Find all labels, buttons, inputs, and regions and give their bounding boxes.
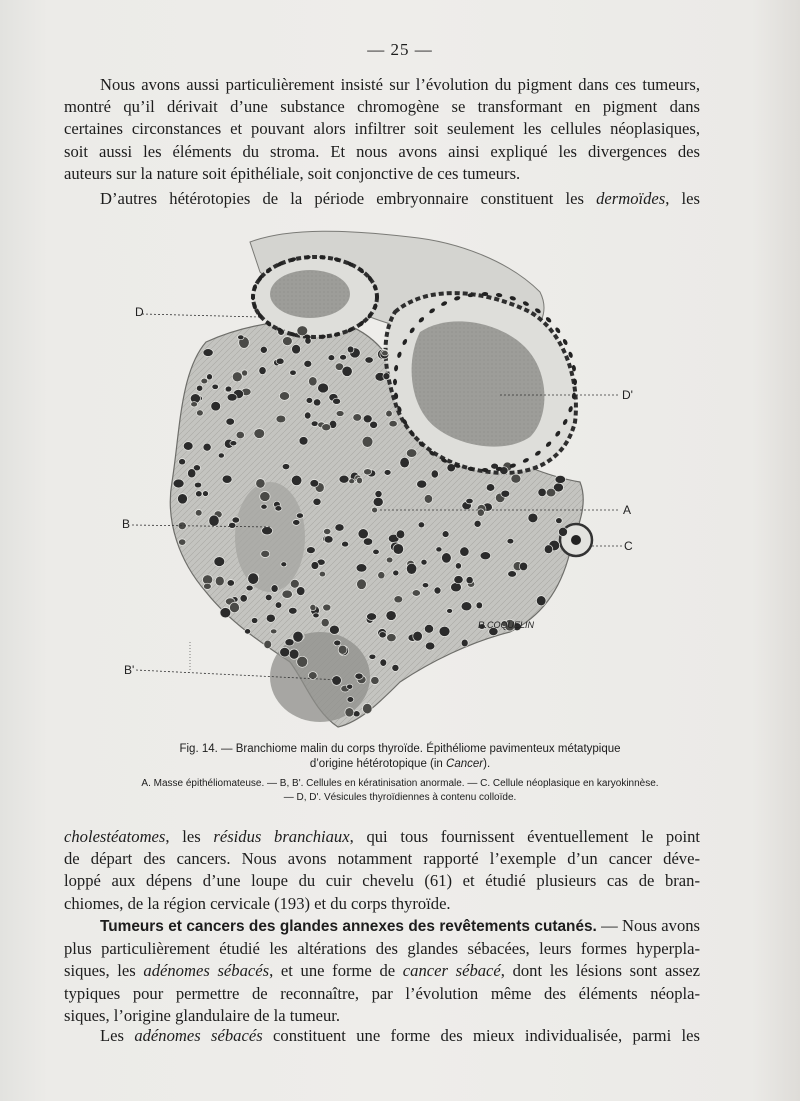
cell-nucleus (207, 374, 213, 380)
cell-nucleus (262, 527, 273, 535)
cell-nucleus (188, 469, 196, 478)
cell-nucleus (461, 639, 468, 647)
text-line: soit aussi les éléments du stroma. Et nous avons ainsi expliqué les divergences des (64, 141, 700, 161)
cell-nucleus (328, 355, 335, 361)
cell-nucleus (275, 602, 282, 609)
cell-nucleus (304, 360, 312, 367)
cell-nucleus (536, 596, 546, 606)
cell-nucleus (507, 538, 514, 544)
cell-nucleus (290, 579, 299, 588)
cell-nucleus (546, 488, 556, 497)
cell-nucleus (178, 494, 188, 504)
cell-nucleus (333, 398, 341, 404)
caption-line: Fig. 14. — Branchiome malin du corps thyroïde. Épithéliome pavimenteux métatypique (179, 743, 621, 755)
cell-nucleus (276, 415, 286, 423)
cell-nucleus (332, 676, 342, 686)
cell-nucleus (299, 437, 308, 446)
cell-nucleus (261, 550, 270, 557)
cell-nucleus (373, 497, 383, 506)
cell-nucleus (519, 562, 527, 571)
cell-nucleus (324, 536, 333, 543)
cell-nucleus (442, 553, 452, 563)
cell-nucleus (466, 576, 473, 583)
cell-nucleus (324, 528, 331, 534)
cell-nucleus (195, 510, 202, 517)
cell-nucleus (290, 370, 297, 375)
cell-nucleus (293, 631, 303, 642)
cell-nucleus (319, 571, 325, 577)
cell-nucleus (369, 654, 376, 659)
cell-nucleus (194, 482, 201, 488)
paragraph-pigment (64, 74, 700, 185)
cell-nucleus (254, 429, 265, 439)
cell-nucleus (373, 549, 380, 554)
cell-nucleus (285, 639, 294, 646)
cell-nucleus (358, 529, 368, 539)
cell-nucleus (355, 673, 363, 679)
cell-nucleus (265, 594, 272, 600)
text-line: siques, les adénomes sébacés, et une forme de cancer sébacé, dont les lésions sont assez (64, 961, 700, 981)
cell-nucleus (291, 475, 302, 485)
cell-nucleus (406, 563, 416, 574)
term-dermoides: dermoïdes (596, 189, 666, 208)
cell-nucleus (425, 642, 435, 650)
cell-nucleus (347, 684, 353, 689)
figure-caption-title (80, 742, 720, 772)
cell-nucleus (242, 370, 248, 376)
cell-nucleus (276, 358, 284, 364)
cell-nucleus (211, 401, 221, 411)
cell-nucleus (229, 522, 236, 528)
cell-nucleus (418, 522, 425, 528)
cell-nucleus (245, 629, 251, 634)
paragraph-glandes-annexes (64, 915, 700, 1027)
cell-nucleus (375, 294, 379, 300)
cell-nucleus (363, 538, 372, 545)
cell-nucleus (372, 507, 378, 513)
cell-nucleus (474, 520, 481, 527)
cell-nucleus (486, 484, 495, 492)
cell-nucleus (260, 492, 270, 502)
cell-nucleus (559, 527, 568, 536)
cell-nucleus (321, 618, 329, 626)
cell-nucleus (357, 477, 363, 484)
cell-nucleus (179, 539, 186, 545)
cell-nucleus (293, 520, 300, 526)
cell-nucleus (460, 547, 469, 557)
cell-nucleus (310, 604, 316, 610)
cell-nucleus (281, 562, 287, 567)
cell-nucleus (406, 449, 417, 458)
cell-nucleus (338, 645, 347, 654)
cell-nucleus (382, 351, 389, 356)
label-c: C (624, 539, 633, 553)
cell-nucleus (375, 490, 382, 497)
cell-nucleus (329, 625, 339, 634)
cell-nucleus (310, 480, 319, 488)
cell-nucleus (226, 418, 235, 425)
text-line: Nous avons aussi particulièrement insisté sur l’évolution du pigment dans ces tumeurs, (100, 75, 700, 94)
cell-nucleus (501, 490, 510, 497)
cell-nucleus (389, 420, 397, 427)
cell-nucleus (461, 602, 472, 611)
cell-nucleus (362, 436, 373, 447)
cell-nucleus (447, 609, 453, 614)
cell-nucleus (259, 367, 266, 375)
cell-nucleus (340, 355, 347, 361)
cell-nucleus (304, 412, 311, 419)
cell-nucleus (424, 624, 433, 633)
cell-nucleus (393, 379, 397, 385)
cell-nucleus (222, 475, 232, 483)
cell-nucleus (246, 585, 253, 591)
cell-nucleus (334, 640, 341, 646)
cell-nucleus (251, 618, 258, 624)
cell-nucleus (256, 479, 265, 489)
figure-caption-legend (80, 777, 720, 804)
cell-nucleus (482, 468, 488, 472)
cell-nucleus (573, 379, 577, 385)
cell-nucleus (289, 649, 299, 659)
text-line: loppé aux dépens d’une loupe du cuir chevelu (61) et étudié plusieurs cas de bran- (64, 871, 700, 891)
cell-nucleus (431, 470, 438, 478)
cell-nucleus (270, 629, 277, 634)
cell-nucleus (371, 677, 379, 685)
cell-nucleus (251, 294, 255, 300)
cell-nucleus (289, 607, 298, 614)
cell-nucleus (342, 541, 349, 547)
cell-nucleus (442, 531, 449, 538)
cell-nucleus (439, 626, 450, 636)
cell-nucleus (363, 415, 372, 423)
cell-nucleus (508, 571, 517, 578)
cell-nucleus (311, 562, 319, 570)
histology-figure (110, 222, 670, 742)
cell-nucleus (544, 545, 553, 554)
cell-nucleus (183, 442, 193, 451)
cell-nucleus (238, 335, 244, 340)
cell-nucleus (393, 570, 399, 576)
cell-nucleus (282, 590, 293, 598)
cell-nucleus (538, 488, 546, 496)
cell-nucleus (342, 366, 352, 376)
cell-nucleus (339, 475, 349, 483)
cell-nucleus (364, 469, 372, 475)
cell-nucleus (215, 576, 224, 586)
cell-nucleus (422, 583, 429, 588)
cell-nucleus (227, 580, 234, 587)
cell-nucleus (417, 480, 427, 488)
caption-line: d’origine hétérotopique (in Cancer). (309, 758, 491, 770)
text-line: D’autres hétérotopies de la période embryonnaire constituent les dermoïdes, les (100, 189, 700, 208)
cell-nucleus (392, 664, 399, 671)
cell-nucleus (204, 583, 212, 589)
cell-nucleus (318, 383, 329, 393)
cell-nucleus (394, 596, 403, 603)
cell-nucleus (266, 614, 275, 622)
text-line: montré qu’il dérivait d’une substance chromogène se transformant en pigment dans (64, 97, 700, 117)
text-line: de départ des cancers. Nous avons notamment rapporté l’exemple d’un cancer déve- (64, 849, 700, 869)
cell-nucleus (424, 495, 432, 504)
text-line: typiques pour permettre de reconnaître, par l’évolution même des éléments néopla- (64, 983, 700, 1003)
cell-nucleus (384, 470, 391, 476)
cell-nucleus (380, 659, 387, 666)
cell-nucleus (571, 365, 576, 372)
cell-nucleus (280, 647, 290, 657)
cell-nucleus (225, 386, 232, 392)
page-number: — 25 — (367, 40, 433, 59)
cell-nucleus (218, 453, 224, 458)
cell-nucleus (412, 590, 420, 597)
cell-nucleus (356, 564, 367, 572)
cell-nucleus (260, 346, 267, 353)
cell-nucleus (387, 634, 397, 642)
cell-nucleus (379, 632, 386, 638)
cell-nucleus (227, 394, 237, 402)
cell-nucleus (279, 392, 289, 401)
cell-nucleus (313, 399, 321, 406)
cell-nucleus (275, 506, 282, 511)
cell-nucleus (203, 349, 213, 357)
cell-nucleus (511, 474, 521, 483)
cell-nucleus (336, 411, 344, 417)
cell-nucleus (347, 346, 354, 353)
cell-nucleus (347, 697, 354, 703)
cell-nucleus (386, 557, 393, 563)
label-b-prime: B' (124, 663, 135, 677)
colloid-d (270, 270, 350, 318)
cell-nucleus (307, 547, 316, 554)
cell-nucleus (203, 443, 211, 451)
cell-nucleus (214, 557, 225, 567)
cell-nucleus (197, 410, 204, 416)
label-b: B (122, 517, 131, 531)
cell-nucleus (357, 579, 367, 590)
text-line: plus particulièrement étudié les altérations des glandes sébacées, leurs formes hyperpla- (64, 939, 700, 959)
cell-nucleus (311, 421, 318, 427)
cell-nucleus (482, 292, 488, 296)
cell-nucleus (283, 337, 293, 346)
cell-nucleus (220, 608, 231, 618)
cell-nucleus (466, 498, 473, 504)
cell-nucleus (556, 518, 563, 524)
text-line: certaines circonstances et pouvant alors infiltrer soit seulement les cellules néoplasiques, (64, 119, 700, 139)
cell-nucleus (271, 585, 278, 593)
cell-nucleus (413, 631, 423, 641)
cell-nucleus (282, 464, 290, 470)
cell-nucleus (297, 326, 308, 336)
cell-nucleus (455, 563, 461, 569)
cell-nucleus (378, 572, 385, 579)
cell-nucleus (296, 587, 305, 596)
text-line: siques, l’origine glandulaire de la tumeur. (64, 1005, 341, 1025)
cell-nucleus (365, 357, 373, 363)
cell-nucleus (230, 441, 237, 446)
cell-nucleus (322, 424, 331, 431)
cell-nucleus (454, 576, 463, 584)
cell-nucleus (297, 656, 308, 667)
cell-nucleus (212, 384, 219, 389)
legend-line: — D, D'. Vésicules thyroïdiennes à contenu colloïde. (283, 791, 517, 803)
cell-nucleus (436, 547, 442, 552)
label-a: A (623, 503, 632, 517)
artist-signature: R.COQUELIN (478, 620, 535, 630)
cell-nucleus (209, 515, 219, 526)
cell-nucleus (383, 373, 390, 380)
text-line: chiomes, de la région cervicale (193) et du corps thyroïde. (64, 893, 451, 913)
cell-nucleus (196, 491, 203, 497)
paragraph-cholesteatomes (64, 826, 700, 915)
cell-nucleus (555, 475, 566, 483)
cell-nucleus (313, 613, 319, 618)
cell-nucleus (396, 530, 405, 539)
cell-nucleus (386, 410, 393, 417)
label-d: D (135, 305, 144, 319)
cell-nucleus (240, 595, 247, 603)
cell-nucleus (236, 431, 244, 438)
cell-nucleus (232, 372, 242, 382)
section-heading: Tumeurs et cancers des glandes annexes des revêtements cutanés. (100, 918, 597, 935)
cell-nucleus (261, 504, 267, 509)
cell-nucleus (323, 604, 331, 611)
cell-nucleus (434, 587, 441, 594)
cell-nucleus (196, 385, 202, 391)
cell-nucleus (353, 414, 362, 422)
text-line: auteurs sur la nature soit épithéliale, soit conjonctive de ces tumeurs. (64, 163, 521, 183)
cell-nucleus (367, 613, 377, 621)
cell-nucleus (306, 397, 313, 403)
paragraph-adenomes (64, 1025, 700, 1047)
cell-nucleus (370, 421, 378, 428)
cell-nucleus (248, 573, 259, 584)
cell-nucleus (363, 703, 373, 713)
cell-nucleus (230, 602, 240, 612)
cell-nucleus (264, 640, 272, 648)
cell-nucleus (313, 498, 321, 505)
cell-nucleus (203, 491, 209, 497)
cell-nucleus (173, 479, 184, 488)
cell-nucleus (191, 402, 198, 407)
cell-nucleus (528, 513, 538, 523)
cell-nucleus (480, 552, 491, 560)
cell-nucleus (309, 377, 318, 386)
label-d-prime: D' (622, 388, 633, 402)
cell-nucleus (292, 344, 301, 354)
mitotic-nucleus (571, 535, 581, 545)
cell-nucleus (400, 457, 410, 468)
text-line: Les adénomes sébacés constituent une forme des mieux individualisée, parmi les (100, 1026, 700, 1045)
cell-nucleus (393, 544, 404, 555)
cell-nucleus (421, 559, 427, 565)
paragraph-heterotopies (64, 188, 700, 210)
cell-nucleus (179, 459, 186, 465)
text-line: Tumeurs et cancers des glandes annexes des revêtements cutanés. — Nous avons (100, 916, 700, 935)
legend-line: A. Masse épithéliomateuse. — B, B'. Cellules en kératinisation anormale. — C. Cellule néoplasique en karyokinnèse. (141, 778, 659, 789)
text-line: cholestéatomes, les résidus branchiaux, qui tous fournissent éventuellement le point (64, 827, 701, 846)
cell-nucleus (554, 327, 561, 335)
cell-nucleus (335, 524, 344, 531)
histology-illustration (110, 222, 670, 742)
cell-nucleus (345, 708, 354, 717)
cell-nucleus (386, 611, 396, 621)
cell-nucleus (349, 479, 355, 484)
leader-line-d (142, 314, 260, 317)
cell-nucleus (296, 513, 303, 518)
cell-nucleus (476, 602, 483, 609)
